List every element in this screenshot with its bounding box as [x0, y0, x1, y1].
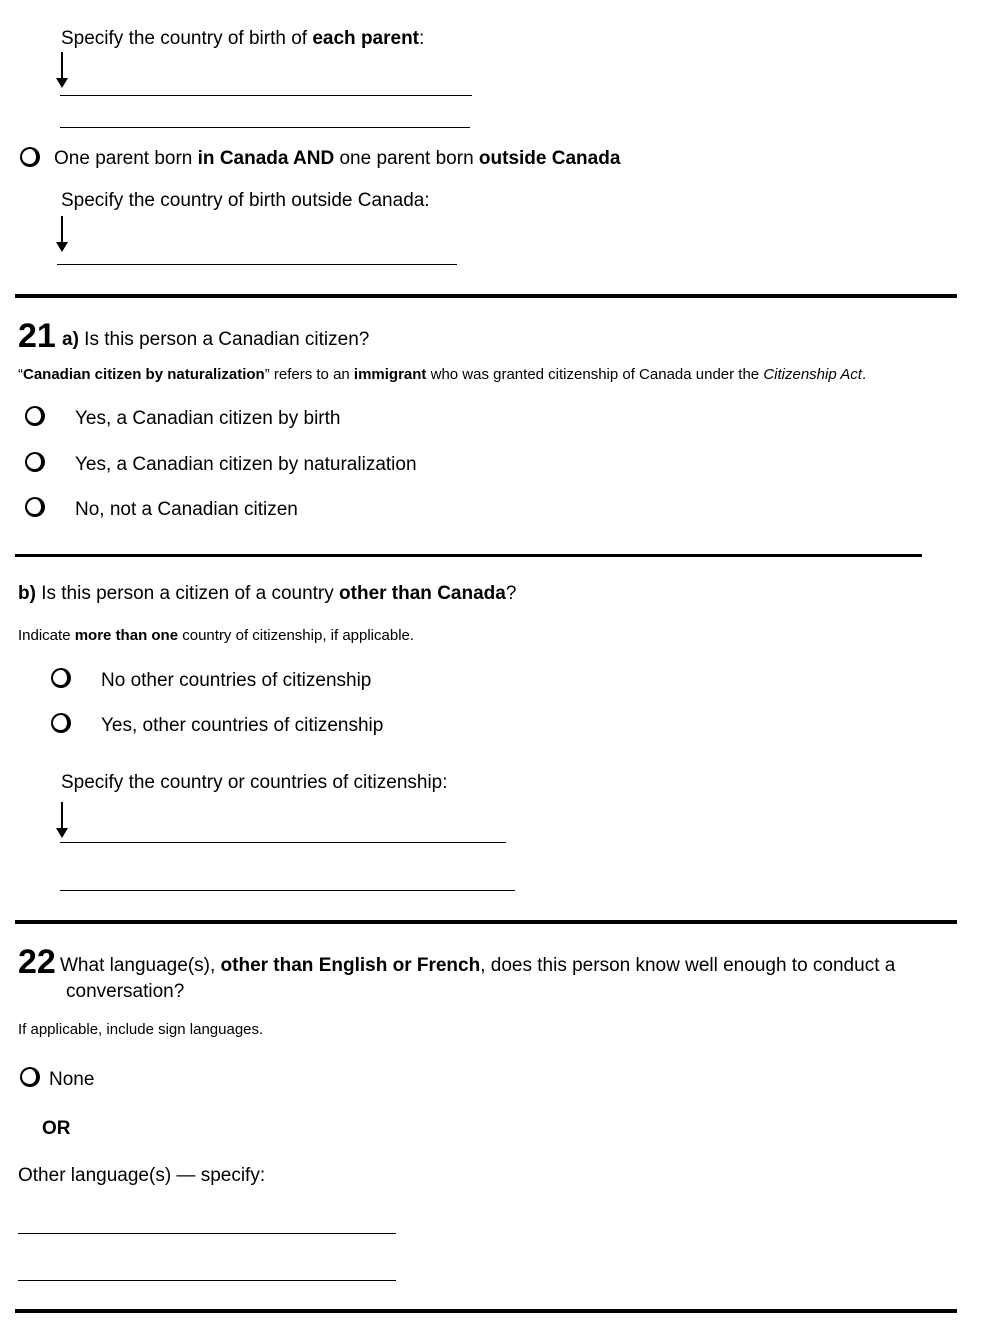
citizen-by-naturalization-label: Yes, a Canadian citizen by naturalization	[75, 454, 417, 475]
section-divider	[15, 1309, 957, 1313]
each-parent-prompt: Specify the country of birth of each parent:	[61, 28, 425, 49]
not-canadian-citizen-label: No, not a Canadian citizen	[75, 499, 298, 520]
no-other-language-radio[interactable]	[20, 1067, 40, 1087]
question-number-21: 21	[18, 317, 56, 355]
q21b-note: Indicate more than one country of citizenship, if applicable.	[18, 627, 415, 644]
down-arrow-icon	[56, 216, 68, 254]
outside-canada-prompt: Specify the country of birth outside Canada:	[61, 190, 430, 211]
q21b-question: b) Is this person a citizen of a country other than Canada?	[18, 583, 517, 604]
q22-note: If applicable, include sign languages.	[18, 1021, 264, 1038]
no-other-citizenship-label: No other countries of citizenship	[101, 670, 372, 691]
citizenship-country-field-2[interactable]	[60, 890, 515, 891]
q22-question-continued: conversation?	[66, 981, 185, 1002]
other-language-field-2[interactable]	[18, 1280, 396, 1281]
yes-other-citizenship-radio[interactable]	[51, 713, 71, 733]
q21a-note: “Canadian citizen by naturalization” refers to an immigrant who was granted citizenship of Canada under the Citizenship Act.	[18, 366, 867, 383]
one-parent-outside-label: One parent born in Canada AND one parent born outside Canada	[54, 148, 621, 169]
citizenship-countries-prompt: Specify the country or countries of citizenship:	[61, 772, 448, 793]
q22-question: What language(s), other than English or French, does this person know well enough to conduct a	[60, 955, 896, 976]
outside-birth-country-field[interactable]	[57, 264, 457, 265]
section-divider	[15, 294, 957, 298]
parent2-birth-country-field[interactable]	[60, 127, 470, 128]
down-arrow-icon	[56, 802, 68, 840]
other-language-prompt: Other language(s) — specify:	[18, 1165, 266, 1186]
no-other-citizenship-radio[interactable]	[51, 668, 71, 688]
or-label: OR	[42, 1118, 71, 1139]
not-canadian-citizen-radio[interactable]	[25, 497, 45, 517]
section-divider	[15, 920, 957, 924]
q21a-question: a) Is this person a Canadian citizen?	[62, 329, 370, 350]
down-arrow-icon	[56, 52, 68, 90]
part-divider	[15, 554, 922, 557]
yes-other-citizenship-label: Yes, other countries of citizenship	[101, 715, 384, 736]
citizen-by-birth-label: Yes, a Canadian citizen by birth	[75, 408, 341, 429]
other-language-field-1[interactable]	[18, 1233, 396, 1234]
citizen-by-naturalization-radio[interactable]	[25, 452, 45, 472]
citizenship-country-field-1[interactable]	[60, 842, 506, 843]
parent1-birth-country-field[interactable]	[60, 95, 472, 96]
citizen-by-birth-radio[interactable]	[25, 406, 45, 426]
question-number-22: 22	[18, 943, 56, 981]
no-other-language-label: None	[49, 1069, 95, 1090]
one-parent-outside-radio[interactable]	[20, 147, 40, 167]
